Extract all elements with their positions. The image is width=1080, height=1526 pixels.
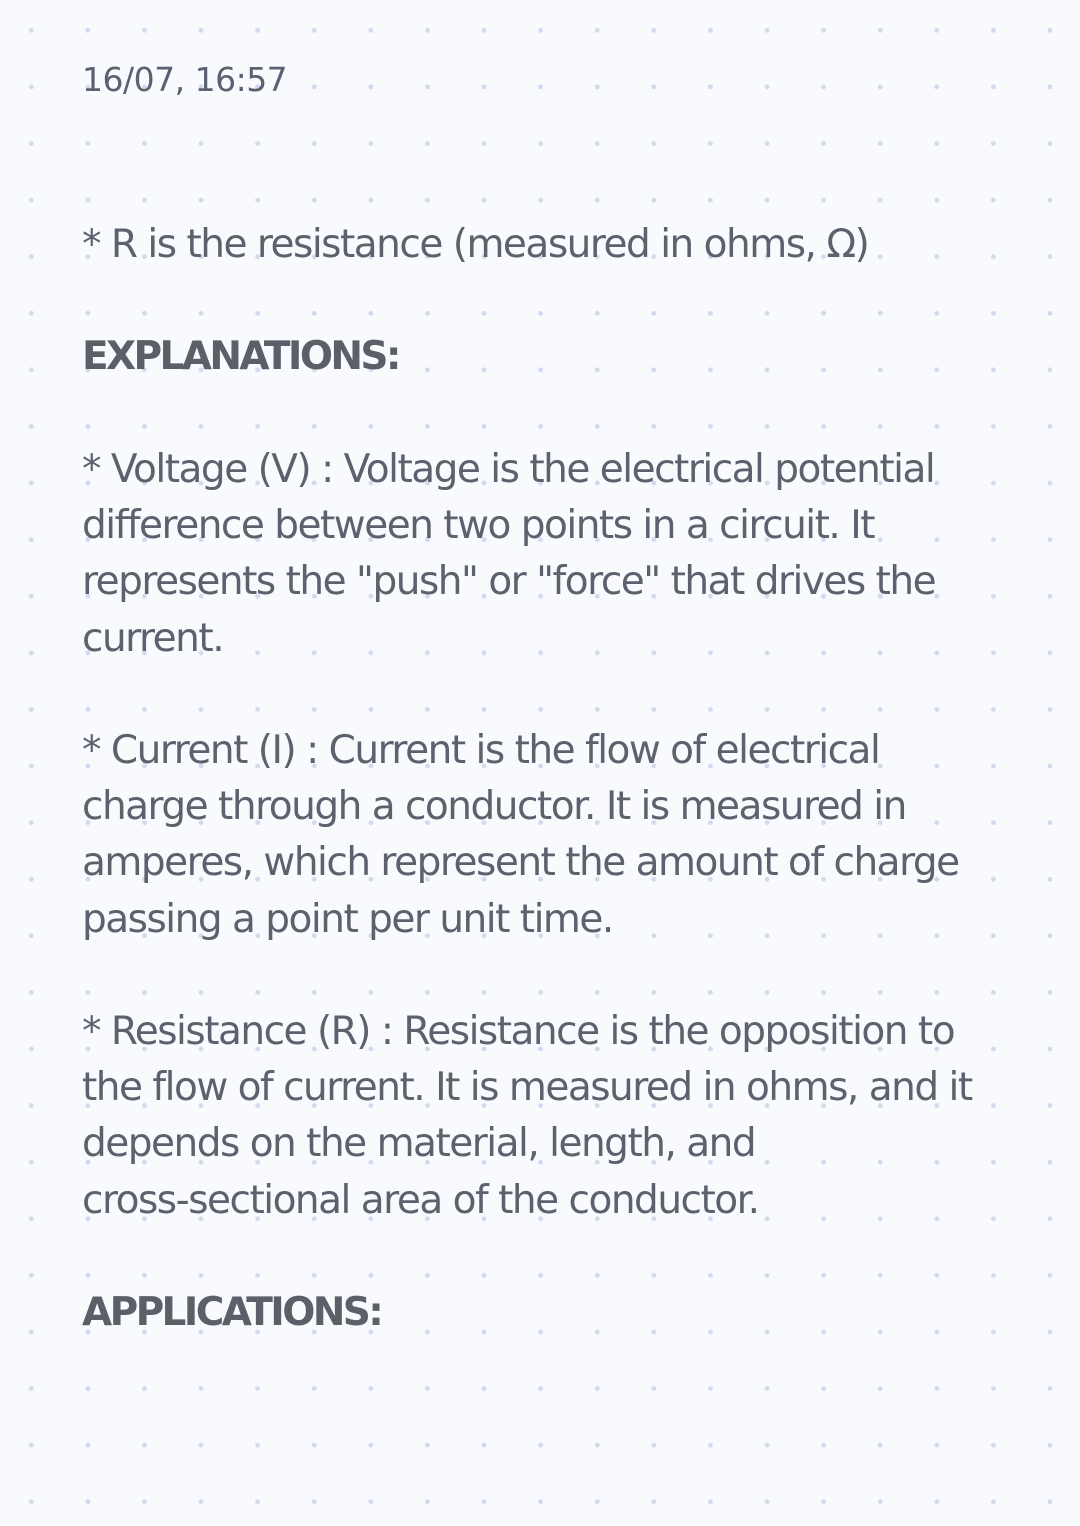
- resistance-line: cross-sectional area of the conductor.: [82, 1177, 759, 1223]
- voltage-line: difference between two points in a circuit. It: [82, 503, 875, 549]
- voltage-explanation: [82, 442, 1002, 667]
- current-line: amperes, which represent the amount of charge: [82, 840, 959, 886]
- applications-heading: APPLICATIONS:: [82, 1290, 382, 1335]
- note-timestamp: 16/07, 16:57: [82, 60, 288, 99]
- voltage-line: represents the "push" or "force" that drives the: [82, 559, 936, 605]
- voltage-line: * Voltage (V) : Voltage is the electrical potential: [82, 447, 935, 492]
- resistance-explanation: [82, 1004, 1002, 1229]
- current-explanation: [82, 723, 1002, 948]
- voltage-line: current.: [82, 615, 224, 661]
- current-line: * Current (I) : Current is the flow of electrical: [82, 728, 880, 773]
- explanations-heading: EXPLANATIONS:: [82, 334, 399, 379]
- resistance-line: the flow of current. It is measured in ohms, and it: [82, 1065, 972, 1111]
- current-line: passing a point per unit time.: [82, 896, 613, 942]
- resistance-line: * Resistance (R) : Resistance is the opposition to: [82, 1009, 955, 1054]
- resistance-definition-line: * R is the resistance (measured in ohms, Ω): [82, 222, 869, 267]
- resistance-line: depends on the material, length, and: [82, 1121, 756, 1167]
- current-line: charge through a conductor. It is measured in: [82, 784, 906, 830]
